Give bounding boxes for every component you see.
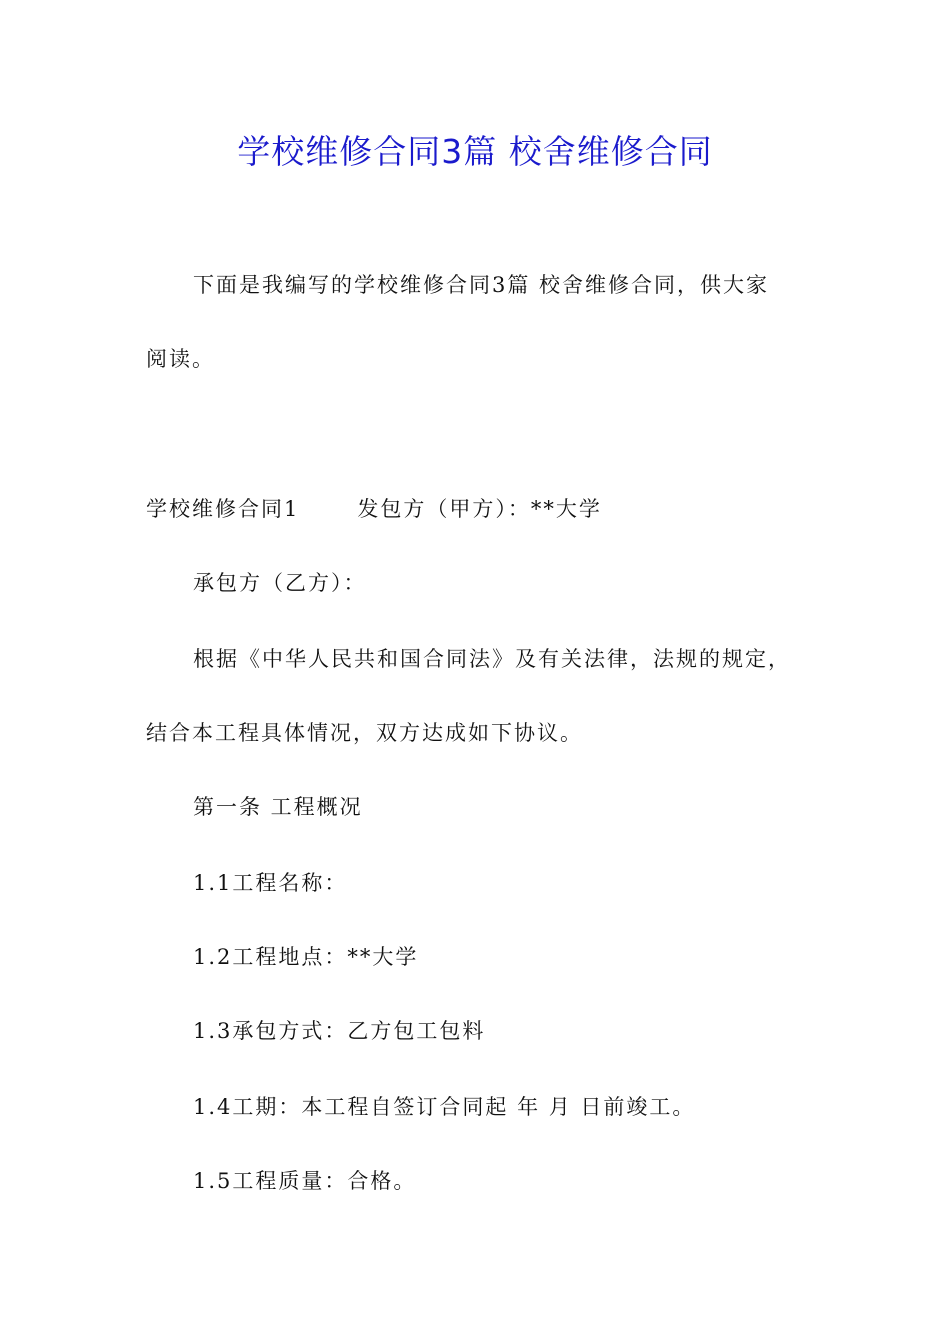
clause-1-1: 1.1工程名称： (193, 871, 348, 895)
party-a-line: 发包方（甲方）：**大学 (357, 497, 602, 521)
article-1-title: 第一条 工程概况 (193, 795, 363, 819)
contract-1-heading: 学校维修合同1 (146, 497, 300, 521)
clause-1-3: 1.3承包方式：乙方包工包料 (193, 1019, 486, 1043)
clause-1-2: 1.2工程地点：**大学 (193, 945, 419, 969)
legal-basis-line-2: 结合本工程具体情况，双方达成如下协议。 (146, 721, 583, 745)
intro-line-2: 阅读。 (146, 347, 215, 371)
document-title: 学校维修合同3篇 校舍维修合同 (237, 132, 713, 171)
contract-1-heading-row (146, 494, 602, 524)
intro-line-1: 下面是我编写的学校维修合同3篇 校舍维修合同，供大家 (193, 273, 770, 297)
clause-1-4: 1.4工期：本工程自签订合同起 年 月 日前竣工。 (193, 1095, 696, 1119)
clause-1-5: 1.5工程质量：合格。 (193, 1169, 417, 1193)
legal-basis-line-1: 根据《中华人民共和国合同法》及有关法律，法规的规定， (193, 647, 791, 671)
party-b-line: 承包方（乙方）： (193, 571, 367, 595)
